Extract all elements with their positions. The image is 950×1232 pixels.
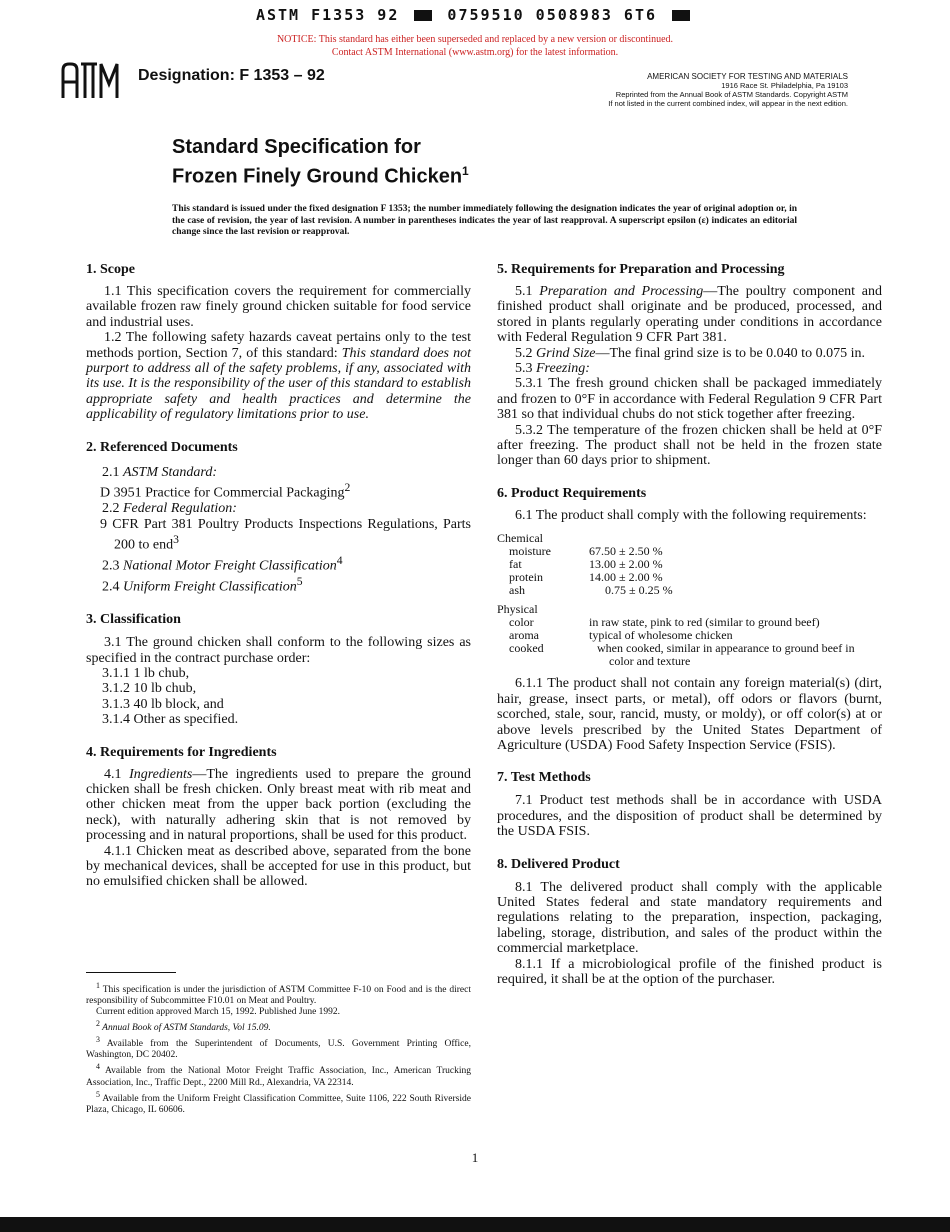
title-footnote-ref: 1 (462, 164, 469, 178)
society-name: AMERICAN SOCIETY FOR TESTING AND MATERIALS (647, 72, 848, 81)
left-column (86, 262, 471, 890)
para-title: Freezing: (536, 361, 590, 377)
ref-2-3 (86, 553, 471, 574)
section-heading-classification: 3. Classification (86, 612, 181, 628)
title-line-2 (172, 159, 469, 189)
footnote-text: Available from the Uniform Freight Classification Committee, Suite 1106, 222 South Riverside Plaza, Chicago, IL 60606. (86, 1093, 471, 1115)
property-value: in raw state, pink to red (similar to ground beef) (589, 615, 820, 630)
para-num: 4.1 (104, 766, 130, 782)
paragraph-7-1: 7.1 Product test methods shall be in accordance with USDA procedures, and the disposition of product shall be determined by the USDA FSIS. (497, 793, 882, 840)
society-index: If not listed in the current combined index, will appear in the next edition. (608, 99, 848, 108)
ref-title: Uniform Freight Classification (123, 579, 297, 595)
black-block (672, 10, 690, 21)
footnote-5 (86, 1089, 471, 1116)
notice-line-1: NOTICE: This standard has either been superseded and replaced by a new version or discontinued. (276, 34, 674, 45)
ref-title: ASTM Standard: (123, 464, 217, 480)
section-heading-scope: 1. Scope (86, 262, 135, 277)
scope-caveat: 1.2 The following safety hazards caveat pertains only to the test methods portion, Section 7, of this standard: (86, 330, 471, 361)
footnotes (86, 980, 471, 1116)
footnote-2 (86, 1018, 471, 1034)
footnote-text: Annual Book of ASTM Standards, Vol 15.09. (99, 1023, 271, 1034)
footnote-number: 2 (96, 1019, 100, 1029)
size-item: 3.1.2 10 lb chub, (102, 681, 197, 697)
paragraph-5-3 (497, 361, 882, 376)
paragraph-3-1: 3.1 The ground chicken shall conform to the following sizes as specified in the contract purchase order: (86, 635, 471, 666)
footnote-divider (86, 972, 176, 973)
property-name: cooked (509, 641, 544, 656)
ref-2-1 (86, 465, 471, 480)
table-row (497, 545, 882, 558)
property-value: typical of wholesome chicken (589, 628, 733, 643)
ref-text: D 3951 Practice for Commercial Packaging (100, 485, 345, 501)
ref-text: 9 CFR Part 381 Poultry Products Inspections Regulations, Parts 200 to end (100, 516, 471, 553)
astm-logo-icon (63, 64, 117, 98)
requirements-table (497, 532, 882, 668)
table-row (497, 584, 882, 597)
footnote-ref: 5 (296, 575, 303, 589)
para-title: Grind Size (536, 345, 596, 361)
property-value: 14.00 ± 2.00 % (589, 570, 663, 585)
property-name: aroma (509, 628, 539, 643)
paragraph-5-3-1: 5.3.1 The fresh ground chicken shall be packaged immediately and frozen to 0°F in accordance with Federal Regulation 9 CFR Part 381 so that individual chubs do not stick together after freezing. (497, 376, 882, 423)
para-text: —The final grind size is to be 0.040 to 0.075 in. (595, 345, 865, 361)
code-right: 0759510 0508983 6T6 (447, 6, 658, 24)
section-heading-referenced: 2. Referenced Documents (86, 439, 238, 455)
right-column (497, 262, 882, 987)
property-value: 0.75 ± 0.25 % (605, 583, 673, 598)
ref-title: Federal Regulation: (123, 501, 237, 517)
size-item: 3.1.1 1 lb chub, (102, 665, 190, 681)
paragraph-1-1: 1.1 This specification covers the requirement for commercially available frozen raw finely ground chicken suitable for food service and industrial uses. (86, 284, 471, 330)
title-line-1: Standard Specification for (172, 136, 421, 158)
scope-caveat-italic: This standard does not purport to address all of the safety problems, if any, associated with its use. It is the responsibility of the user of this standard to establish appropriate safety and health practices and determine the applicability of regulatory limitations prior to use. (86, 345, 471, 423)
footnote-1 (86, 980, 471, 1007)
code-left: ASTM F1353 92 (255, 6, 400, 24)
footnote-text: Available from the National Motor Freight Traffic Association, Inc., American Trucking Association, Inc., Traffic Dept., 2200 Mill Rd., Alexandria, VA 22314. (86, 1066, 471, 1088)
footnote-ref: 4 (336, 554, 343, 567)
black-block (414, 10, 432, 21)
paragraph-4-1 (86, 767, 471, 844)
footnote-ref: 2 (344, 481, 351, 495)
paragraph-8-1-1: 8.1.1 If a microbiological profile of the finished product is required, it shall be at the option of the purchaser. (497, 956, 882, 987)
table-row (497, 642, 882, 668)
paragraph-1-2 (86, 330, 471, 422)
property-value: when cooked, similar in appearance to ground beef in color and texture (597, 641, 855, 669)
society-address: 1916 Race St. Philadelphia, Pa 19103 (721, 81, 848, 90)
astm-logo (57, 60, 127, 102)
size-item: 3.1.3 40 lb block, and (102, 696, 224, 712)
para-num: 5.3 (515, 361, 536, 377)
paragraph-5-2 (497, 346, 882, 361)
society-reprint: Reprinted from the Annual Book of ASTM Standards. Copyright ASTM (615, 90, 848, 99)
page-number: 1 (471, 1150, 479, 1165)
para-text: —The poultry component and finished product shall originate and be produced, processed, and stored in plants regularly operating under conditions in accordance with Federal Regulation 9 CFR Part 381. (497, 284, 882, 346)
para-title: Ingredients (129, 766, 193, 782)
notice-line-2: Contact ASTM International (www.astm.org) for the latest information. (331, 47, 619, 58)
group-label-chemical: Chemical (497, 531, 543, 546)
scan-edge (0, 1217, 950, 1232)
footnote-number: 4 (96, 1062, 100, 1072)
property-name: color (509, 615, 534, 630)
property-name: protein (509, 570, 543, 585)
designation: Designation: F 1353 – 92 (138, 67, 325, 84)
ref-9cfr (86, 517, 471, 553)
footnote-ref: 3 (173, 532, 179, 546)
paragraph-6-1-1: 6.1.1 The product shall not contain any foreign material(s) (dirt, hair, grease, insect parts, or metal), off odors or flavors (burnt, scorched, stale, sour, rancid, musty, or moldy), or off color(s) at or above levels prescribed by the United States Department of Agriculture (USDA) Food Safety Inspection Service (FSIS). (497, 676, 882, 753)
property-value: 13.00 ± 2.00 % (589, 557, 663, 572)
footnote-1b: Current edition approved March 15, 1992. Published June 1992. (96, 1007, 341, 1018)
section-heading-preparation: 5. Requirements for Preparation and Processing (497, 262, 785, 277)
footnote-text: Available from the Superintendent of Documents, U.S. Government Printing Office, Washington, DC 20402. (86, 1039, 471, 1061)
paragraph-4-1-1: 4.1.1 Chicken meat as described above, separated from the bone by mechanical devices, shall be accepted for use in this product, but no emulsified chicken shall be allowed. (86, 843, 471, 890)
ref-num: 2.2 (102, 501, 123, 517)
society-info (608, 72, 848, 108)
page-title (172, 135, 469, 189)
property-name: moisture (509, 544, 551, 559)
footnote-number: 5 (96, 1089, 100, 1099)
size-item: 3.1.4 Other as specified. (102, 712, 239, 728)
section-heading-test: 7. Test Methods (497, 770, 591, 786)
ref-num: 2.4 (102, 579, 123, 595)
footnote-number: 1 (96, 981, 100, 990)
group-label-physical: Physical (497, 602, 538, 617)
table-row (497, 571, 882, 584)
paragraph-5-3-2: 5.3.2 The temperature of the frozen chicken shall be held at 0°F after freezing. The product shall not be held in the frozen state longer than 60 days prior to shipment. (497, 422, 882, 469)
ref-title: National Motor Freight Classification (123, 558, 337, 574)
footnote-3 (86, 1034, 471, 1061)
footnote-number: 3 (96, 1035, 100, 1045)
para-title: Preparation and Processing (539, 284, 704, 299)
notice (0, 33, 950, 59)
document-code-header (0, 6, 950, 24)
paragraph-8-1: 8.1 The delivered product shall comply with the applicable United States federal and state mandatory requirements and regulations relating to the preparation, inspection, packaging, labeling, storage, distribution, and sales of the product within the commercial marketplace. (497, 879, 882, 957)
footnote-text: This specification is under the jurisdiction of ASTM Committee F-10 on Food and is the direct responsibility of Subcommittee F10.01 on Meat and Poultry. (86, 985, 471, 1007)
para-num: 5.1 (515, 284, 540, 299)
ref-num: 2.1 (102, 464, 123, 480)
section-heading-delivered: 8. Delivered Product (497, 856, 620, 872)
ref-num: 2.3 (102, 558, 123, 574)
issued-note: This standard is issued under the fixed designation F 1353; the number immediately following the designation indicates the year of original adoption or, in the case of revision, the year of last revision. A number in parentheses indicates the year of last reapproval. A superscript epsilon (ε) indicates an editorial change since the last revision or reapproval. (172, 204, 797, 237)
ref-d3951 (86, 480, 471, 501)
property-value: 67.50 ± 2.50 % (589, 544, 663, 559)
ref-2-4 (86, 574, 471, 595)
paragraph-6-1: 6.1 The product shall comply with the following requirements: (515, 507, 867, 523)
property-name: ash (509, 583, 525, 598)
footnote-4 (86, 1061, 471, 1088)
para-num: 5.2 (515, 345, 536, 361)
para-text: —The ingredients used to prepare the ground chicken shall be fresh chicken. Only breast meat with rib meat and other chicken meat from the upper back portion (excluding the neck), with naturally adhering skin that is not removed by processing and in natural proportions, shall be used for this product. (86, 766, 471, 844)
section-heading-ingredients: 4. Requirements for Ingredients (86, 744, 277, 760)
ref-2-2 (86, 501, 471, 516)
section-heading-product: 6. Product Requirements (497, 485, 647, 501)
property-name: fat (509, 557, 522, 572)
paragraph-5-1 (497, 284, 882, 346)
title-text: Frozen Finely Ground Chicken (172, 165, 463, 188)
table-row (497, 558, 882, 571)
